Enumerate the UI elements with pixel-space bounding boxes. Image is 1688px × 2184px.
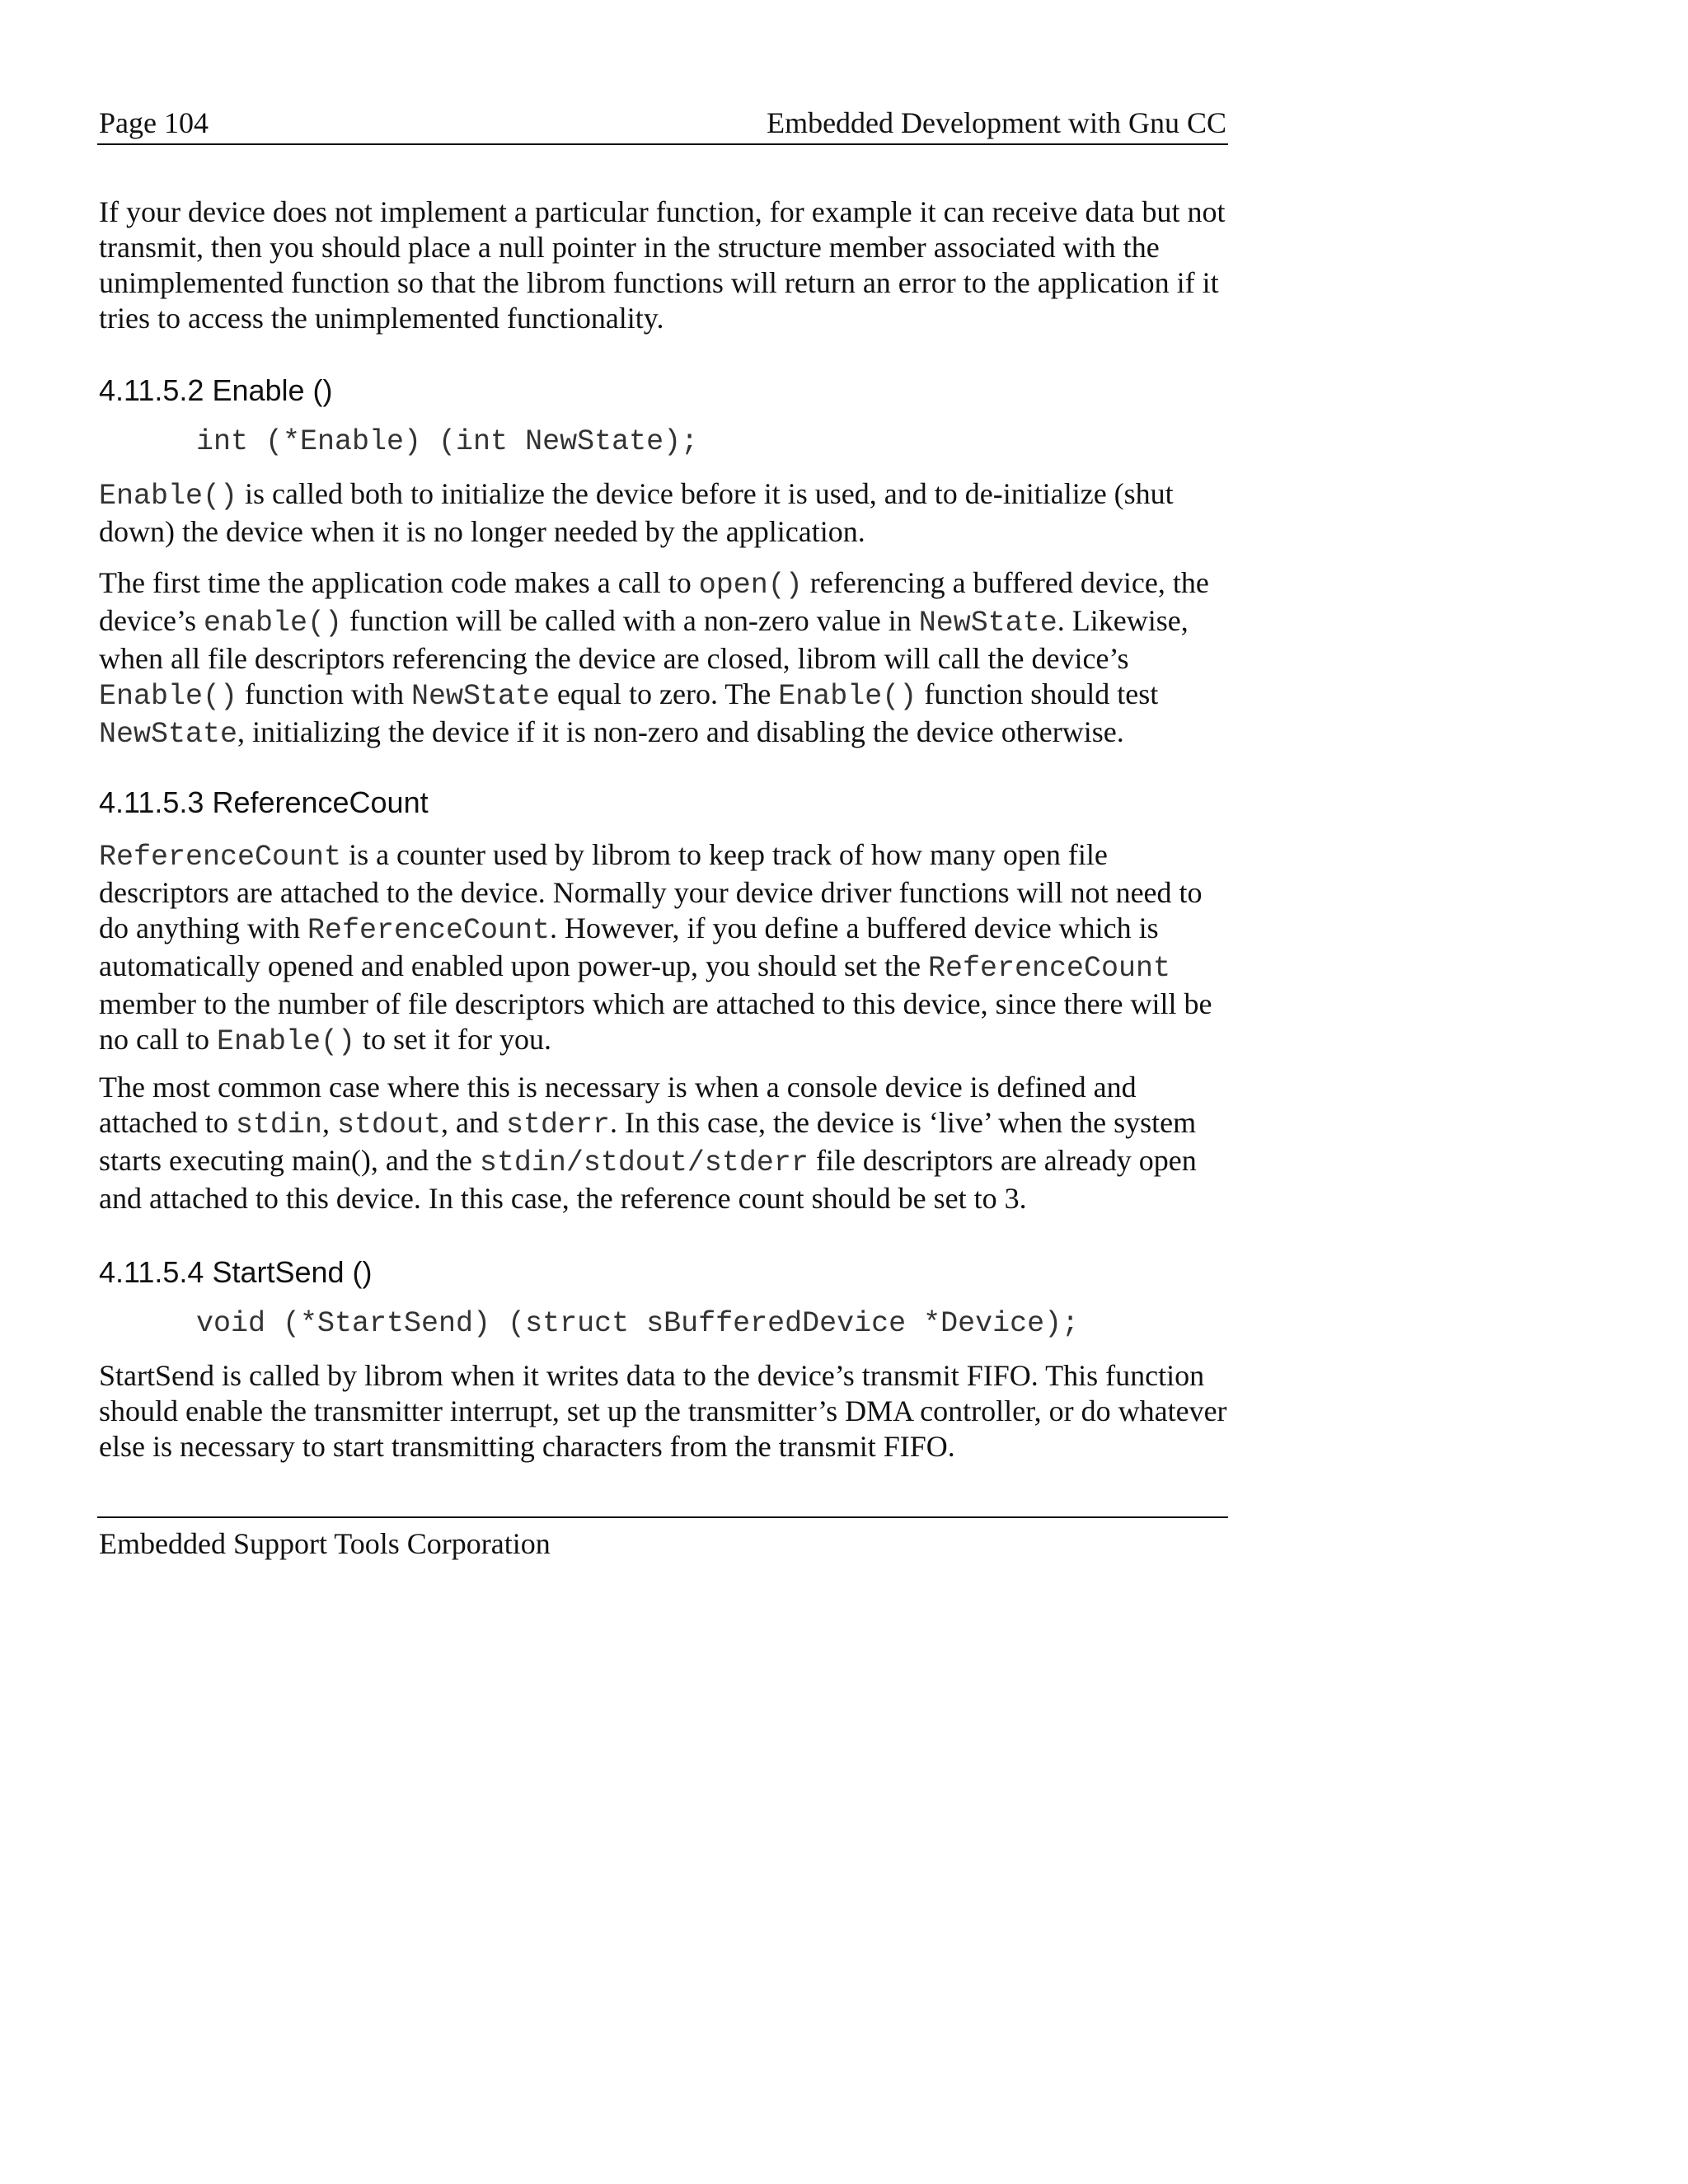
startsend-paragraph: StartSend is called by librom when it writes data to the device’s transmit FIFO. This function should enable the transmitter interrupt, set up the transmitter’s DMA controller, or do whatever else is necessary to start transmitting characters from the transmit FIFO. — [99, 1359, 1227, 1463]
text-run: function with — [237, 677, 412, 710]
page-number: Page 104 — [99, 106, 209, 139]
text-run: is a counter used by librom to keep track of how many open file descriptors are attached to the device. Normally your device driver functions will not need to do anything with — [99, 838, 1203, 944]
code-enable-signature: int (*Enable) (int NewState); — [196, 425, 699, 458]
code-term: NewState — [99, 718, 238, 751]
text-run: function will be called with a non-zero value in — [341, 604, 919, 637]
code-startsend-signature: void (*StartSend) (struct sBufferedDevice *Device); — [196, 1307, 1080, 1340]
code-term: enable() — [203, 607, 342, 640]
running-header — [97, 102, 1228, 145]
text-run: , and — [440, 1106, 506, 1139]
code-term: ReferenceCount — [928, 952, 1171, 985]
refcount-paragraph-2 — [99, 1070, 1230, 1216]
code-term: stderr — [505, 1108, 610, 1141]
code-term: stdout — [336, 1108, 441, 1141]
text-run: . In this case, the device is ‘live’ when the system starts executing main(), and the — [99, 1106, 1197, 1177]
text-run: , — [321, 1106, 337, 1139]
code-term: ReferenceCount — [307, 914, 551, 947]
text-run: to set it for you. — [355, 1023, 551, 1056]
code-term: Enable() — [99, 680, 238, 713]
code-term: Enable() — [778, 680, 917, 713]
text-run: , initializing the device if it is non-zero and disabling the device otherwise. — [237, 715, 1124, 748]
text-run: The first time the application code makes a call to — [99, 566, 699, 599]
text-run: . Likewise, when all file descriptors referencing the device are closed, librom will call the device’s — [99, 604, 1189, 675]
book-title: Embedded Development with Gnu CC — [767, 106, 1226, 139]
code-term: Enable() — [216, 1025, 355, 1058]
running-footer — [97, 1516, 1228, 1564]
text-run: file descriptors are already open and attached to this device. In this case, the reference count should be set to 3. — [99, 1144, 1197, 1215]
code-term: Enable() — [99, 480, 238, 513]
text-run: is called both to initialize the device before it is used, and to de-initialize (shut down) the device when it is no longer needed by the application. — [99, 477, 1174, 548]
text-run: equal to zero. The — [550, 677, 779, 710]
code-term: NewState — [411, 680, 551, 713]
code-term: stdin — [235, 1108, 322, 1141]
code-term: ReferenceCount — [99, 841, 342, 874]
text-run: referencing a buffered device, the device’s — [99, 566, 1209, 637]
company-name: Embedded Support Tools Corporation — [99, 1527, 551, 1560]
intro-paragraph: If your device does not implement a particular function, for example it can receive data but not transmit, then you should place a null pointer in the structure member associated with the unimplemented function so that the librom functions will return an error to the application if it tries to access the unimplemented functionality. — [99, 195, 1226, 335]
code-term: open() — [698, 569, 803, 602]
text-run: The most common case where this is necessary is when a console device is defined and attached to — [99, 1071, 1137, 1139]
section-heading-referencecount: 4.11.5.3 ReferenceCount — [99, 785, 429, 819]
code-term: NewState — [918, 607, 1057, 640]
section-heading-startsend: 4.11.5.4 StartSend () — [99, 1255, 373, 1289]
text-run: member to the number of file descriptors which are attached to this device, since there will be no call to — [99, 987, 1212, 1056]
code-term: stdin/stdout/stderr — [479, 1146, 809, 1179]
text-run: function should test — [917, 677, 1159, 710]
enable-paragraph-2 — [99, 565, 1230, 752]
section-heading-enable: 4.11.5.2 Enable () — [99, 373, 333, 407]
text-run: . However, if you define a buffered device which is automatically opened and enabled upon power-up, you should set the — [99, 912, 1159, 982]
refcount-paragraph-1 — [99, 837, 1230, 1060]
enable-paragraph-1 — [99, 476, 1230, 550]
